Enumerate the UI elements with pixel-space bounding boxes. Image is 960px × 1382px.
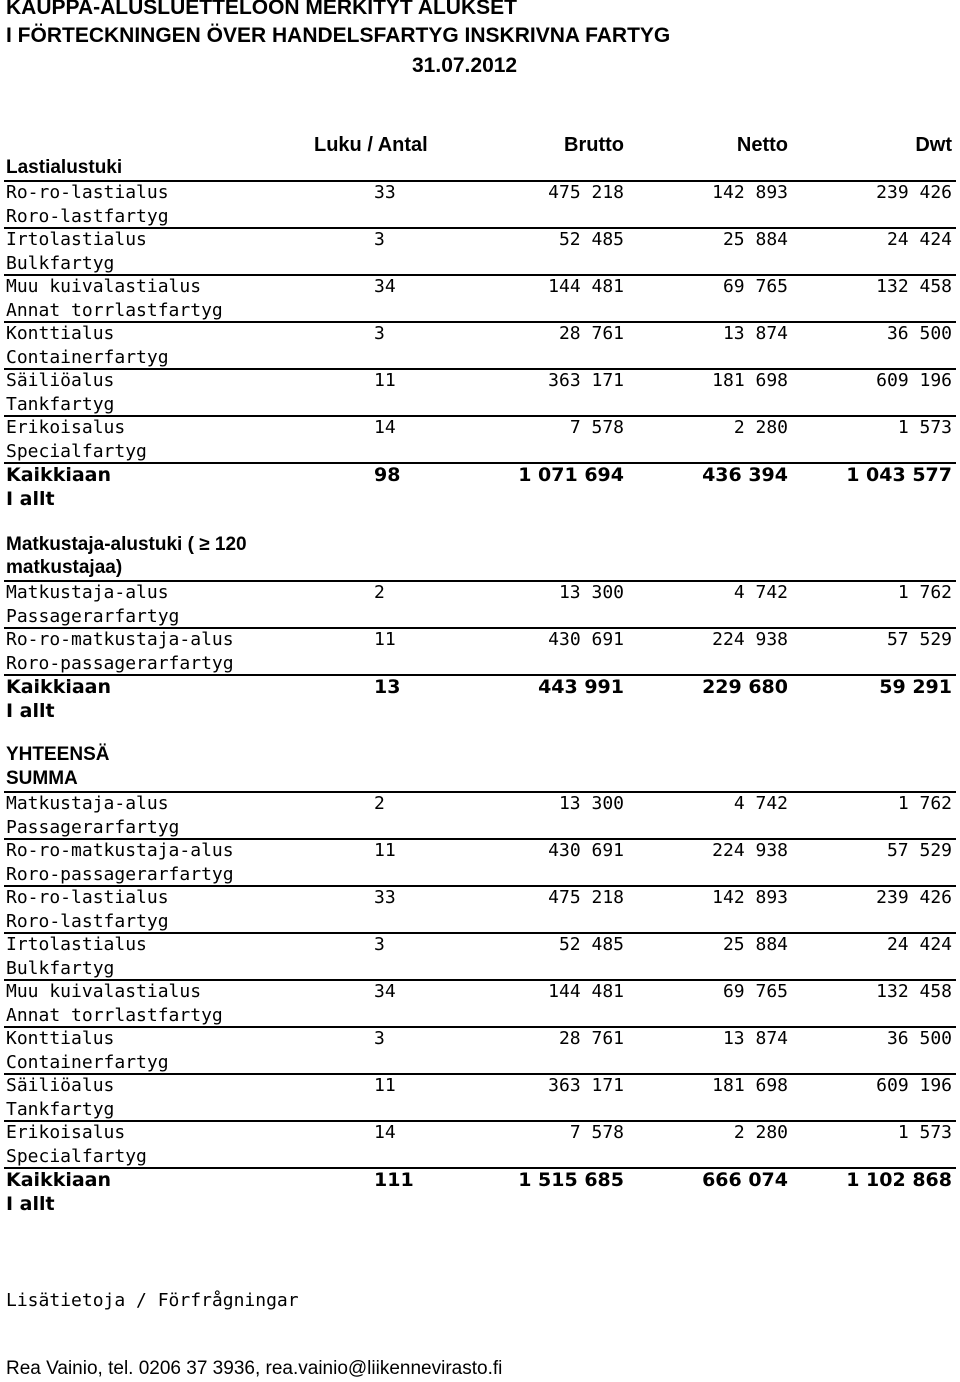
- row-label-fi: Kaikkiaan: [6, 464, 112, 486]
- cell-count: 11: [374, 629, 396, 650]
- table-row: [0, 627, 960, 674]
- table-row: [0, 415, 960, 462]
- cell-dwt: 1 573: [897, 1122, 952, 1143]
- cell-brutto: 430 691: [548, 840, 624, 861]
- row-divider: [4, 1167, 956, 1169]
- cell-brutto: 363 171: [548, 370, 624, 391]
- cell-netto: 224 938: [712, 840, 788, 861]
- column-header-brutto: Brutto: [564, 134, 624, 156]
- cell-brutto: 52 485: [558, 229, 624, 250]
- row-label-sv: Roro-passagerarfartyg: [6, 864, 234, 885]
- cell-dwt: 609 196: [876, 370, 952, 391]
- row-label-sv: I allt: [6, 488, 55, 510]
- row-divider: [4, 791, 956, 793]
- section-total-rows: [0, 791, 960, 1214]
- cell-count: 33: [374, 887, 396, 908]
- cell-count: 14: [374, 1122, 396, 1143]
- table-row: [0, 838, 960, 885]
- row-label-fi: Muu kuivalastialus: [6, 276, 202, 297]
- cell-dwt: 132 458: [876, 276, 952, 297]
- cell-count: 3: [374, 229, 385, 250]
- cell-brutto: 1 071 694: [518, 464, 624, 486]
- section-cargo-rows: [0, 180, 960, 509]
- cell-count: 14: [374, 417, 396, 438]
- total-row: [0, 462, 960, 509]
- row-label-fi: Ro-ro-lastialus: [6, 182, 169, 203]
- cell-brutto: 430 691: [548, 629, 624, 650]
- section-label-cargo: Lastialustuki: [6, 157, 123, 178]
- cell-dwt: 239 426: [876, 887, 952, 908]
- cell-count: 11: [374, 370, 396, 391]
- cell-netto: 181 698: [712, 370, 788, 391]
- row-label-sv: Bulkfartyg: [6, 958, 115, 979]
- cell-count: 111: [374, 1169, 414, 1191]
- row-label-sv: I allt: [6, 1193, 55, 1215]
- row-divider: [4, 885, 956, 887]
- cell-dwt: 609 196: [876, 1075, 952, 1096]
- row-divider: [4, 838, 956, 840]
- cell-brutto: 443 991: [538, 676, 624, 698]
- cell-netto: 4 742: [733, 793, 788, 814]
- cell-brutto: 13 300: [558, 582, 624, 603]
- cell-brutto: 1 515 685: [518, 1169, 624, 1191]
- cell-brutto: 52 485: [558, 934, 624, 955]
- cell-dwt: 1 762: [897, 582, 952, 603]
- cell-brutto: 475 218: [548, 887, 624, 908]
- cell-netto: 142 893: [712, 887, 788, 908]
- cell-count: 2: [374, 582, 385, 603]
- row-label-fi: Kaikkiaan: [6, 676, 112, 698]
- table-row: [0, 1120, 960, 1167]
- row-divider: [4, 368, 956, 370]
- cell-netto: 13 874: [722, 1028, 788, 1049]
- cell-dwt: 239 426: [876, 182, 952, 203]
- section-label-total: YHTEENSÄ: [6, 744, 110, 765]
- cell-dwt: 57 529: [886, 629, 952, 650]
- row-label-fi: Kaikkiaan: [6, 1169, 112, 1191]
- column-header-dwt: Dwt: [915, 134, 952, 156]
- section-passenger-rows: [0, 580, 960, 721]
- cell-dwt: 1 102 868: [846, 1169, 952, 1191]
- cell-dwt: 36 500: [886, 323, 952, 344]
- row-label-fi: Konttialus: [6, 1028, 115, 1049]
- row-divider: [4, 1026, 956, 1028]
- row-divider: [4, 1073, 956, 1075]
- row-label-fi: Muu kuivalastialus: [6, 981, 202, 1002]
- row-divider: [4, 180, 956, 182]
- table-row: [0, 227, 960, 274]
- row-label-fi: Irtolastialus: [6, 229, 147, 250]
- cell-count: 34: [374, 981, 396, 1002]
- cell-brutto: 144 481: [548, 276, 624, 297]
- cell-count: 34: [374, 276, 396, 297]
- row-divider: [4, 321, 956, 323]
- cell-brutto: 144 481: [548, 981, 624, 1002]
- row-label-sv: Annat torrlastfartyg: [6, 1005, 223, 1026]
- cell-brutto: 28 761: [558, 1028, 624, 1049]
- document-title: KAUPPA-ALUSLUETTELOON MERKITYT ALUKSET: [6, 0, 517, 19]
- table-row: [0, 932, 960, 979]
- section-label-passenger: Matkustaja-alustuki ( ≥ 120: [6, 534, 247, 555]
- cell-brutto: 7 578: [569, 1122, 624, 1143]
- cell-netto: 229 680: [702, 676, 788, 698]
- row-label-sv: Passagerarfartyg: [6, 606, 180, 627]
- cell-count: 98: [374, 464, 401, 486]
- row-label-sv: Specialfartyg: [6, 1146, 147, 1167]
- cell-count: 13: [374, 676, 401, 698]
- row-label-sv: Passagerarfartyg: [6, 817, 180, 838]
- row-label-fi: Konttialus: [6, 323, 115, 344]
- table-row: [0, 180, 960, 227]
- cell-dwt: 57 529: [886, 840, 952, 861]
- cell-dwt: 36 500: [886, 1028, 952, 1049]
- row-label-fi: Ro-ro-matkustaja-alus: [6, 629, 234, 650]
- column-header-netto: Netto: [736, 134, 788, 156]
- cell-brutto: 7 578: [569, 417, 624, 438]
- cell-netto: 69 765: [722, 276, 788, 297]
- row-divider: [4, 462, 956, 464]
- table-row: [0, 580, 960, 627]
- row-label-sv: Roro-lastfartyg: [6, 206, 169, 227]
- row-divider: [4, 932, 956, 934]
- cell-count: 33: [374, 182, 396, 203]
- cell-netto: 666 074: [702, 1169, 788, 1191]
- total-row: [0, 1167, 960, 1214]
- cell-netto: 69 765: [722, 981, 788, 1002]
- row-label-sv: Bulkfartyg: [6, 253, 115, 274]
- row-label-sv: Tankfartyg: [6, 1099, 115, 1120]
- row-label-sv: Roro-lastfartyg: [6, 911, 169, 932]
- table-row: [0, 979, 960, 1026]
- cell-dwt: 24 424: [886, 934, 952, 955]
- row-label-sv: Tankfartyg: [6, 394, 115, 415]
- table-row: [0, 885, 960, 932]
- row-label-fi: Ro-ro-lastialus: [6, 887, 169, 908]
- section-label-passenger-2: matkustajaa): [6, 557, 123, 578]
- row-label-fi: Erikoisalus: [6, 1122, 126, 1143]
- row-label-fi: Ro-ro-matkustaja-alus: [6, 840, 234, 861]
- cell-netto: 25 884: [722, 229, 788, 250]
- cell-dwt: 1 573: [897, 417, 952, 438]
- row-divider: [4, 627, 956, 629]
- cell-dwt: 132 458: [876, 981, 952, 1002]
- total-row: [0, 674, 960, 721]
- row-label-fi: Säiliöalus: [6, 1075, 115, 1096]
- table-row: [0, 1073, 960, 1120]
- cell-netto: 4 742: [733, 582, 788, 603]
- table-row: [0, 321, 960, 368]
- cell-netto: 13 874: [722, 323, 788, 344]
- row-label-sv: Containerfartyg: [6, 347, 169, 368]
- cell-count: 3: [374, 1028, 385, 1049]
- cell-count: 11: [374, 1075, 396, 1096]
- row-divider: [4, 580, 956, 582]
- row-divider: [4, 674, 956, 676]
- cell-dwt: 1 043 577: [846, 464, 952, 486]
- document-subtitle: I FÖRTECKNINGEN ÖVER HANDELSFARTYG INSKRIVNA FARTYG: [6, 24, 671, 47]
- cell-netto: 436 394: [702, 464, 788, 486]
- row-divider: [4, 415, 956, 417]
- cell-count: 2: [374, 793, 385, 814]
- cell-count: 3: [374, 934, 385, 955]
- footer-contact: Rea Vainio, tel. 0206 37 3936, rea.vainio@liikennevirasto.fi: [6, 1358, 503, 1379]
- row-label-fi: Irtolastialus: [6, 934, 147, 955]
- row-label-fi: Säiliöalus: [6, 370, 115, 391]
- row-label-fi: Matkustaja-alus: [6, 582, 169, 603]
- row-label-sv: Specialfartyg: [6, 441, 147, 462]
- cell-count: 3: [374, 323, 385, 344]
- cell-netto: 25 884: [722, 934, 788, 955]
- document-date: 31.07.2012: [412, 54, 518, 77]
- cell-brutto: 475 218: [548, 182, 624, 203]
- column-header-count: Luku / Antal: [314, 134, 428, 156]
- footer-info: Lisätietoja / Förfrågningar: [6, 1290, 299, 1311]
- row-label-sv: I allt: [6, 700, 55, 722]
- row-label-fi: Matkustaja-alus: [6, 793, 169, 814]
- row-divider: [4, 1120, 956, 1122]
- cell-netto: 224 938: [712, 629, 788, 650]
- cell-netto: 2 280: [733, 1122, 788, 1143]
- row-divider: [4, 979, 956, 981]
- cell-brutto: 13 300: [558, 793, 624, 814]
- cell-brutto: 363 171: [548, 1075, 624, 1096]
- cell-netto: 181 698: [712, 1075, 788, 1096]
- row-label-sv: Containerfartyg: [6, 1052, 169, 1073]
- cell-count: 11: [374, 840, 396, 861]
- cell-dwt: 59 291: [879, 676, 952, 698]
- row-label-sv: Annat torrlastfartyg: [6, 300, 223, 321]
- row-label-fi: Erikoisalus: [6, 417, 126, 438]
- cell-dwt: 1 762: [897, 793, 952, 814]
- table-row: [0, 791, 960, 838]
- row-divider: [4, 227, 956, 229]
- row-divider: [4, 274, 956, 276]
- cell-netto: 2 280: [733, 417, 788, 438]
- row-label-sv: Roro-passagerarfartyg: [6, 653, 234, 674]
- cell-brutto: 28 761: [558, 323, 624, 344]
- table-row: [0, 274, 960, 321]
- cell-dwt: 24 424: [886, 229, 952, 250]
- table-row: [0, 368, 960, 415]
- table-row: [0, 1026, 960, 1073]
- section-label-total-2: SUMMA: [6, 768, 78, 789]
- cell-netto: 142 893: [712, 182, 788, 203]
